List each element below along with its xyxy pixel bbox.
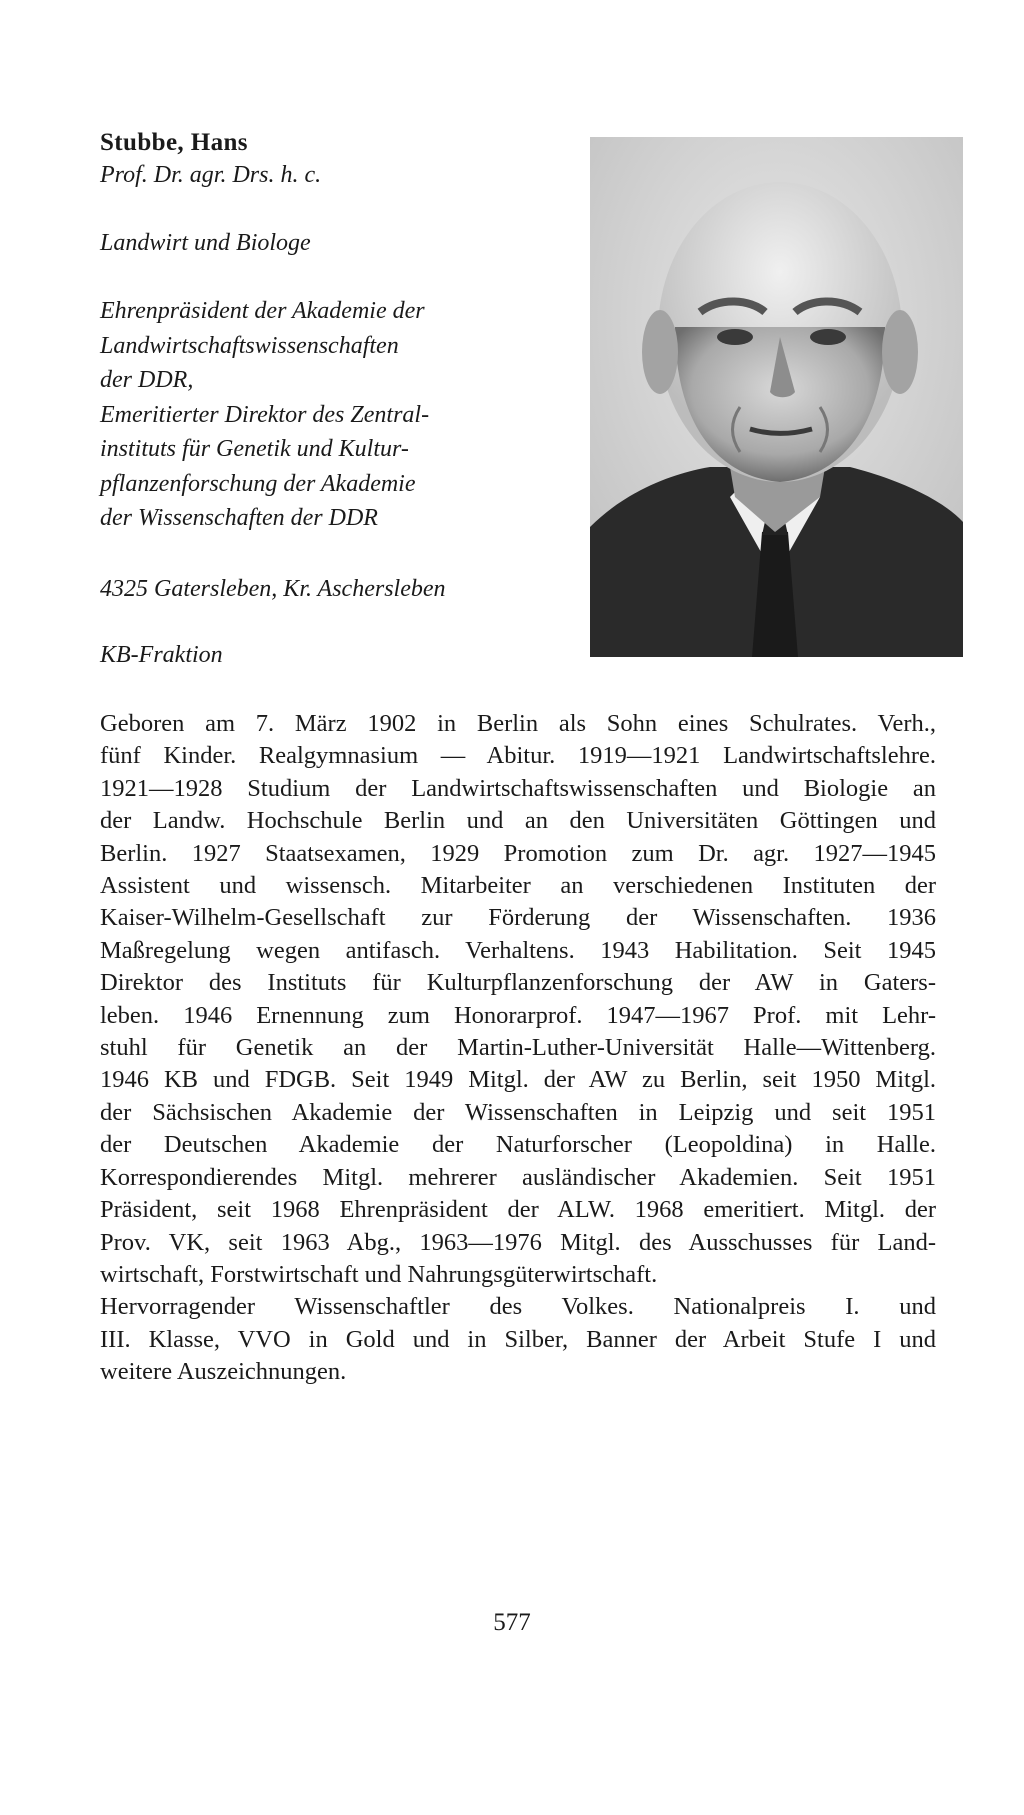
biography-line: Korrespondierendes Mitgl. mehrerer ausländischer Akademien. Seit 1951	[100, 1163, 936, 1191]
biography-line: Berlin. 1927 Staatsexamen, 1929 Promotion zum Dr. agr. 1927—1945	[100, 839, 936, 867]
position-line: der Wissenschaften der DDR	[100, 505, 378, 531]
profession: Landwirt und Biologe	[100, 230, 311, 256]
parliamentary-fraction: KB-Fraktion	[100, 641, 223, 668]
position-line: der DDR,	[100, 367, 194, 393]
portrait-photo	[590, 137, 963, 657]
page-number: 577	[493, 1609, 531, 1636]
biography-line: Präsident, seit 1968 Ehrenpräsident der ALW. 1968 emeritiert. Mitgl. der	[100, 1196, 936, 1224]
biography-line: III. Klasse, VVO in Gold und in Silber, Banner der Arbeit Stufe I und	[100, 1325, 936, 1353]
person-name: Stubbe, Hans	[100, 129, 248, 156]
biography-line: Direktor des Instituts für Kulturpflanzenforschung der AW in Gaters-	[100, 969, 936, 997]
biography-line: fünf Kinder. Realgymnasium — Abitur. 1919—1921 Landwirtschaftslehre.	[100, 742, 936, 770]
position-line: instituts für Genetik und Kultur-	[100, 436, 409, 462]
position-line: Landwirtschaftswissenschaften	[100, 332, 399, 359]
biography-line: Hervorragender Wissenschaftler des Volkes. Nationalpreis I. und	[100, 1293, 936, 1321]
biography-line: der Deutschen Akademie der Naturforscher (Leopoldina) in Halle.	[100, 1131, 936, 1159]
biography-line: der Landw. Hochschule Berlin und an den Universitäten Göttingen und	[100, 807, 936, 835]
entry-header	[100, 128, 580, 672]
position-line: pflanzenforschung der Akademie	[100, 470, 416, 497]
biography-line: leben. 1946 Ernennung zum Honorarprof. 1947—1967 Prof. mit Lehr-	[100, 1001, 936, 1029]
biography-line: stuhl für Genetik an der Martin-Luther-Universität Halle—Wittenberg.	[100, 1034, 936, 1062]
biography-line: Prov. VK, seit 1963 Abg., 1963—1976 Mitgl. des Ausschusses für Land-	[100, 1228, 936, 1256]
positions-list	[100, 294, 580, 536]
biography-line: 1946 KB und FDGB. Seit 1949 Mitgl. der AW zu Berlin, seit 1950 Mitgl.	[100, 1066, 936, 1094]
address: 4325 Gatersleben, Kr. Aschersleben	[100, 575, 446, 602]
biography-line: wirtschaft, Forstwirtschaft und Nahrungsgüterwirtschaft.	[100, 1260, 658, 1288]
biography-text	[100, 708, 936, 1389]
biography-line: Assistent und wissensch. Mitarbeiter an verschiedenen Instituten der	[100, 872, 936, 900]
portrait-image	[590, 137, 963, 657]
biography-line: Geboren am 7. März 1902 in Berlin als Sohn eines Schulrates. Verh.,	[100, 710, 936, 737]
position-line: Ehrenpräsident der Akademie der	[100, 298, 425, 324]
biography-line: weitere Auszeichnungen.	[100, 1358, 347, 1386]
biography-line: Kaiser-Wilhelm-Gesellschaft zur Förderung der Wissenschaften. 1936	[100, 904, 936, 932]
biography-line: der Sächsischen Akademie der Wissenschaften in Leipzig und seit 1951	[100, 1098, 936, 1126]
biography-line: 1921—1928 Studium der Landwirtschaftswissenschaften und Biologie an	[100, 774, 936, 802]
biography-line: Maßregelung wegen antifasch. Verhaltens. 1943 Habilitation. Seit 1945	[100, 936, 936, 964]
position-line: Emeritierter Direktor des Zentral-	[100, 401, 430, 428]
academic-title: Prof. Dr. agr. Drs. h. c.	[100, 162, 322, 188]
